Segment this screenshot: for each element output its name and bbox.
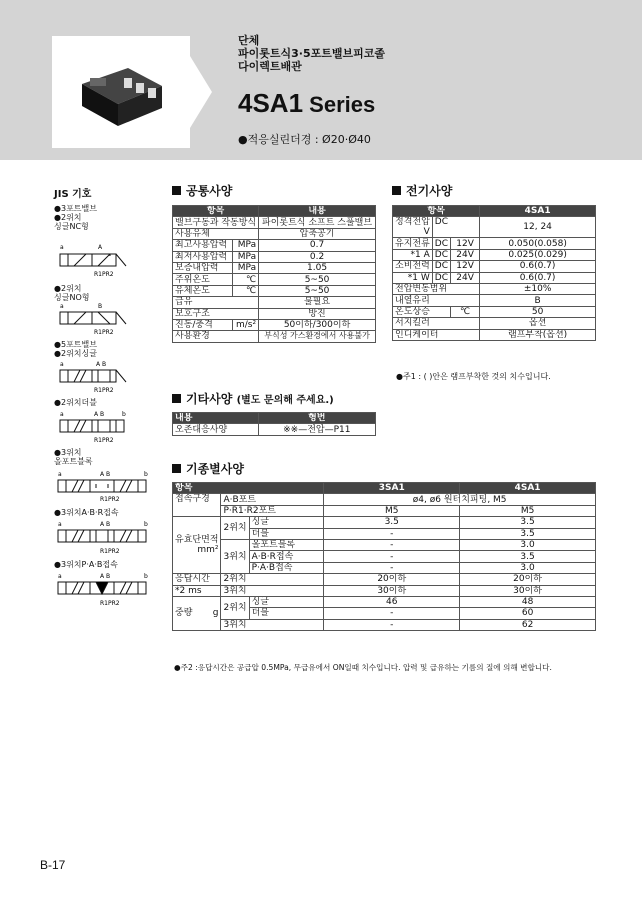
table-header-row: [173, 413, 376, 424]
cell: ℃: [233, 285, 259, 296]
cell: *1 A: [393, 249, 433, 260]
svg-text:a: a: [60, 411, 64, 418]
table-row: [173, 251, 376, 262]
svg-text:B: B: [98, 303, 103, 310]
svg-text:b: b: [144, 573, 148, 580]
cell: 24V: [451, 249, 480, 260]
cell: 62: [460, 619, 596, 630]
weight-unit: g: [212, 608, 219, 619]
table-header-row: [173, 206, 376, 217]
cell: B: [480, 295, 596, 306]
square-bullet-icon: [172, 394, 181, 403]
cell: 30이하: [324, 585, 460, 596]
title-line: 파이롯트식3·5포트밸브피코졸: [238, 47, 385, 60]
square-bullet-icon: [392, 186, 401, 195]
cell: 유지전류: [393, 238, 433, 249]
cell: -: [324, 562, 460, 573]
series-model: 4SA1: [238, 88, 304, 118]
jis-label-line: 싱글NO형: [54, 293, 90, 302]
jis-label-4: [54, 398, 97, 407]
cell: ø4, ø6 원터치피팅, M5: [324, 494, 596, 505]
cell: 12V: [451, 238, 480, 249]
cell: [173, 596, 221, 630]
svg-text:a: a: [60, 244, 64, 251]
cell: 20이하: [324, 574, 460, 585]
svg-text:b: b: [144, 521, 148, 528]
cell: 0.6(0.7): [480, 272, 596, 283]
svg-text:A B: A B: [100, 521, 111, 528]
cell: MPa: [233, 262, 259, 273]
cell: 5~50: [259, 285, 376, 296]
model-spec-title: 기종별사양: [186, 462, 244, 476]
header-cell: 형번: [258, 413, 375, 424]
common-spec-table: [172, 205, 376, 343]
cell: 램프부착(옵션): [480, 329, 596, 340]
table-row: [393, 295, 596, 306]
table-row: [393, 283, 596, 294]
cell: DC: [432, 217, 479, 238]
cell: 접속구경: [173, 494, 221, 517]
cell: 인디케이터: [393, 329, 480, 340]
table-row: [173, 424, 376, 435]
cell: 파이롯트식 소프트 스풀밸브: [259, 217, 376, 228]
rated-voltage-unit: V: [423, 227, 430, 238]
table-row: [393, 306, 596, 317]
svg-text:a: a: [58, 573, 62, 580]
elec-spec-table: [392, 205, 596, 341]
jis-label-line: ●2위치더블: [54, 398, 97, 407]
header-cell: 4SA1: [460, 483, 596, 494]
table-row: [173, 319, 376, 330]
cell: -: [324, 619, 460, 630]
model-spec-table: [172, 482, 596, 631]
rated-voltage-label: 정격전압: [395, 217, 430, 228]
other-spec-heading: [172, 390, 334, 407]
cell: 60: [460, 608, 596, 619]
svg-text:A B: A B: [100, 573, 111, 580]
cell: 3위치: [221, 539, 249, 573]
cell: 사용환경: [173, 331, 259, 342]
svg-text:a: a: [58, 471, 62, 478]
table-row: [393, 329, 596, 340]
table-header-row: [173, 483, 596, 494]
jis-title: JIS 기호: [54, 189, 92, 200]
cell: 진동/충격: [173, 319, 233, 330]
cell: 더블: [249, 528, 324, 539]
valve-symbol-3pos-pab: [54, 570, 154, 608]
header-cell: 항목: [173, 483, 324, 494]
jis-label-3: [54, 340, 97, 358]
cell: 최저사용압력: [173, 251, 233, 262]
table-row: [173, 619, 596, 630]
square-bullet-icon: [172, 186, 181, 195]
cell: 내열유리: [393, 295, 480, 306]
cell: ℃: [451, 306, 480, 317]
table-row: [173, 331, 376, 342]
valve-symbol-3port-nc: [54, 240, 134, 280]
table-row: [393, 249, 596, 260]
jis-label-line: ●3위치A·B·R접속: [54, 508, 119, 517]
table-row: [173, 262, 376, 273]
cell: 12, 24: [480, 217, 596, 238]
cell: 1.05: [259, 262, 376, 273]
header-cell: 4SA1: [480, 206, 596, 217]
cell: ※※—전압—P11: [258, 424, 375, 435]
table-row: [393, 261, 596, 272]
cell: M5: [324, 505, 460, 516]
cell: [173, 517, 221, 574]
cell: P·A·B접속: [249, 562, 324, 573]
cell: M5: [460, 505, 596, 516]
series-name: [238, 88, 375, 119]
table-row: [173, 240, 376, 251]
jis-label-line: ●2위치: [54, 284, 82, 293]
valve-symbol-5port-single: [54, 358, 134, 396]
cell: ±10%: [480, 283, 596, 294]
cell: 서지킬러: [393, 318, 480, 329]
port-label: R1PR2: [100, 548, 120, 555]
cell: DC: [432, 238, 450, 249]
cell: 사용유체: [173, 228, 259, 239]
table-row: [173, 539, 596, 550]
port-label: R1PR2: [100, 600, 120, 607]
cell: 24V: [451, 272, 480, 283]
cell: *2 ms: [173, 585, 221, 596]
svg-text:b: b: [122, 411, 126, 418]
header-cell: 내용: [173, 413, 259, 424]
table-row: [393, 238, 596, 249]
svg-text:a: a: [60, 361, 64, 368]
cell: A·B포트: [221, 494, 324, 505]
elec-spec-heading: [392, 182, 452, 199]
cell: 0.2: [259, 251, 376, 262]
cell: 0.025(0.029): [480, 249, 596, 260]
other-spec-title-note: (별도 문의해 주세요.): [236, 395, 334, 406]
series-word: Series: [309, 92, 376, 117]
jis-label-1: [54, 204, 97, 231]
table-row: [173, 228, 376, 239]
port-label: R1PR2: [94, 329, 114, 336]
table-row: [393, 272, 596, 283]
port-label: R1PR2: [100, 496, 120, 503]
table-row: [173, 494, 596, 505]
jis-label-line: ●5포트밸브: [54, 340, 97, 349]
jis-label-line: ●3위치P·A·B접속: [54, 560, 118, 569]
cell: MPa: [233, 251, 259, 262]
cell: -: [324, 551, 460, 562]
valve-symbol-3pos-all-blocked: [54, 468, 154, 504]
title-line: 단체: [238, 34, 260, 47]
other-spec-table: [172, 412, 376, 436]
cell: 보증내압력: [173, 262, 233, 273]
jis-label-line: ●2위치싱글: [54, 349, 97, 358]
svg-text:A B: A B: [96, 361, 107, 368]
cell: 3.5: [460, 551, 596, 562]
jis-label-7: [54, 560, 118, 569]
area-unit: mm²: [197, 545, 219, 556]
cell: A·B·R접속: [249, 551, 324, 562]
cell: 온도상승: [393, 306, 451, 317]
svg-text:a: a: [60, 303, 64, 310]
svg-text:b: b: [144, 471, 148, 478]
photo-arrow: [190, 56, 212, 128]
square-bullet-icon: [172, 464, 181, 473]
cell: 보호구조: [173, 308, 259, 319]
other-spec-title: 기타사양: [186, 392, 233, 406]
cell: P·R1·R2포트: [221, 505, 324, 516]
cell: 12V: [451, 261, 480, 272]
cell: 싱글: [249, 596, 324, 607]
jis-label-line: ●2위치: [54, 213, 82, 222]
cell: -: [324, 539, 460, 550]
elec-spec-title: 전기사양: [406, 184, 453, 198]
common-spec-title: 공통사양: [186, 184, 233, 198]
cell: DC: [432, 272, 450, 283]
cell: 46: [324, 596, 460, 607]
cell: m/s²: [233, 319, 259, 330]
cell: 5~50: [259, 274, 376, 285]
cell: ℃: [233, 274, 259, 285]
jis-label-line: ●3위치: [54, 448, 82, 457]
cell: 더블: [249, 608, 324, 619]
cell: 3.0: [460, 562, 596, 573]
valve-symbol-2pos-double: [54, 408, 134, 446]
cell: 3위치: [221, 585, 324, 596]
cell: *1 W: [393, 272, 433, 283]
cell: 방진: [259, 308, 376, 319]
svg-text:A B: A B: [100, 471, 111, 478]
cell: 48: [460, 596, 596, 607]
product-title: [238, 34, 385, 73]
cell: 3위치: [221, 619, 324, 630]
svg-text:A: A: [98, 244, 103, 251]
cell: 2위치: [221, 574, 324, 585]
cell: -: [324, 608, 460, 619]
jis-label-line: ●3포트밸브: [54, 204, 97, 213]
header-cell: 내용: [259, 206, 376, 217]
table-row: [173, 574, 596, 585]
cell: 0.6(0.7): [480, 261, 596, 272]
cell: DC: [432, 261, 450, 272]
cell: 소비전력: [393, 261, 433, 272]
cell: 20이하: [460, 574, 596, 585]
cell: 2위치: [221, 517, 249, 540]
cell: 50이하/300이하: [259, 319, 376, 330]
elec-footnote: ●주1 : ( )안은 램프부착한 것의 치수입니다.: [396, 372, 551, 381]
header-cell: 항목: [393, 206, 480, 217]
jis-label-line: 올포트블록: [54, 457, 93, 466]
cell: [393, 217, 433, 238]
table-row: [173, 217, 376, 228]
cell: DC: [432, 249, 450, 260]
cell: 불필요: [259, 297, 376, 308]
header-cell: 항목: [173, 206, 259, 217]
table-header-row: [393, 206, 596, 217]
area-label: 유효단면적: [175, 535, 219, 546]
svg-text:a: a: [58, 521, 62, 528]
header-cell: 3SA1: [324, 483, 460, 494]
cell: 0.050(0.058): [480, 238, 596, 249]
cell: 싱글: [249, 517, 324, 528]
cell: 옵션: [480, 318, 596, 329]
cell: 0.7: [259, 240, 376, 251]
model-spec-heading: [172, 460, 244, 477]
valve-symbol-3pos-abr: [54, 518, 154, 556]
cell: 전압변동범위: [393, 283, 480, 294]
table-row: [393, 318, 596, 329]
weight-label: 중량: [175, 608, 193, 619]
table-row: [173, 297, 376, 308]
cylinder-bore-subtitle: ●적응실린더경 : Ø20·Ø40: [238, 133, 371, 146]
cell: 3.0: [460, 539, 596, 550]
valve-product-image: [78, 64, 168, 134]
cell: 50: [480, 306, 596, 317]
table-row: [173, 505, 596, 516]
jis-symbol-column: [54, 190, 91, 201]
common-spec-heading: [172, 182, 232, 199]
cell: 오존대응사양: [173, 424, 259, 435]
table-row: [173, 517, 596, 528]
jis-label-6: [54, 508, 119, 517]
valve-symbol-3port-no: [54, 300, 134, 338]
cell: 밸브구동과 작동방식: [173, 217, 259, 228]
jis-label-5: [54, 448, 93, 466]
port-label: R1PR2: [94, 387, 114, 394]
title-line: 다이렉트배관: [238, 60, 302, 73]
cell: 올포트블록: [249, 539, 324, 550]
cell: 3.5: [324, 517, 460, 528]
table-row: [173, 585, 596, 596]
svg-text:A B: A B: [94, 411, 105, 418]
port-label: R1PR2: [94, 271, 114, 278]
jis-label-line: 싱글NC형: [54, 222, 89, 231]
cell: 유체온도: [173, 285, 233, 296]
cell: -: [324, 528, 460, 539]
page-number: B-17: [40, 858, 66, 872]
table-row: [173, 285, 376, 296]
cell: 30이하: [460, 585, 596, 596]
cell: 주위온도: [173, 274, 233, 285]
cell: 부식성 가스환경에서 사용불가: [259, 331, 376, 342]
cell: 응답시간: [173, 574, 221, 585]
cell: 최고사용압력: [173, 240, 233, 251]
table-row: [173, 596, 596, 607]
cell: 3.5: [460, 517, 596, 528]
cell: 급유: [173, 297, 259, 308]
table-row: [173, 308, 376, 319]
cell: 2위치: [221, 596, 249, 619]
table-row: [173, 274, 376, 285]
model-footnote: ●주2 :응답시간은 공급압 0.5MPa, 무급유에서 ON일때 치수입니다. 압력 및 급유하는 기름의 질에 의해 변합니다.: [174, 663, 552, 672]
port-label: R1PR2: [94, 437, 114, 444]
cell: 압축공기: [259, 228, 376, 239]
cell: 3.5: [460, 528, 596, 539]
cell: MPa: [233, 240, 259, 251]
